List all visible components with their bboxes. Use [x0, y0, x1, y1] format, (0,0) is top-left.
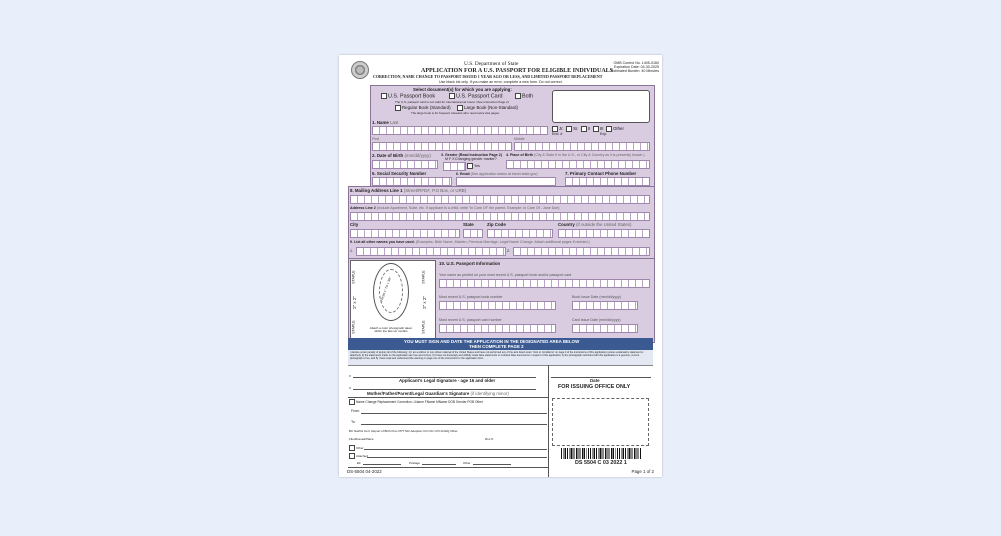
from-line[interactable] — [361, 413, 547, 414]
last-label: Last — [390, 120, 399, 125]
last-name-input[interactable] — [372, 126, 548, 135]
book-number-label: Most recent U.S. passport book number — [439, 295, 503, 299]
large-book-note: The large book is for frequent travelers who need extra visa pages. — [411, 111, 500, 115]
state-seal — [351, 61, 369, 79]
other-name-1-label: 1. — [350, 249, 353, 253]
office-row1: Name Change Replacement Correction: LName FName MName DOB Gender POB Other — [349, 399, 483, 405]
large-book-label: Large Book (Non-Standard) — [464, 105, 518, 111]
signature-divider — [548, 365, 549, 477]
sign-banner-line1: YOU MUST SIGN AND DATE THE APPLICATION IN THE DESIGNATED AREA BELOW — [404, 339, 580, 344]
book-checkbox[interactable] — [381, 93, 387, 99]
end-label: End. # — [552, 132, 563, 136]
staple-top-right: STAPLE — [421, 270, 426, 284]
barcode-text: DS 5504 C 03 2022 1 — [575, 460, 627, 466]
doc-select-heading: Select document(s) for which you are applying: — [413, 87, 512, 92]
ink-instruction: Use black ink only. If you make an error, complete a new form. Do not correct. — [439, 80, 563, 84]
zip-input[interactable] — [487, 229, 553, 238]
both-option[interactable] — [515, 93, 533, 99]
burden-estimate: Estimated Burden: 40 Minutes — [610, 69, 659, 73]
date-label: Date — [590, 378, 600, 383]
office-dashed-box — [552, 398, 649, 446]
ef-line[interactable] — [363, 464, 401, 465]
photo-caption: Attach a color photograph taken within the last six months — [369, 326, 413, 334]
card-option[interactable] — [449, 93, 502, 99]
guardian-signature-x: x — [349, 386, 351, 390]
dob-label: 2. Date of Birth (mm/dd/yyyy) — [372, 153, 431, 158]
other-name-1-input[interactable] — [356, 247, 506, 256]
office-bottom-line — [348, 467, 548, 468]
city-input[interactable] — [350, 229, 460, 238]
middle-name-input[interactable] — [514, 142, 650, 151]
doc-number-label: Doc #: — [485, 437, 494, 441]
card-checkbox[interactable] — [449, 93, 455, 99]
suffix-options[interactable]: Jr. Sr. II III Other — [552, 126, 624, 132]
other2-line[interactable] — [473, 464, 511, 465]
other-names-label: 9. List all other names you have used. (Examples: Birth Name, Maiden, Previous Marriage, Legal Name Change. Attach additional pages if needed.) — [350, 240, 590, 244]
state-label: State — [463, 222, 474, 227]
staple-bottom-left: STAPLE — [351, 320, 356, 334]
office-row2: BC Nat/Cit Cert. Report of Birth Prev PPT MC Adoption C/O NC C/O AOHQ Other — [349, 429, 458, 433]
other-option[interactable]: Other — [349, 445, 364, 451]
book-option[interactable] — [381, 93, 435, 99]
card-number-input[interactable] — [439, 324, 556, 333]
sign-banner-line2: THEN COMPLETE PAGE 2 — [469, 344, 524, 349]
form-subtitle: CORRECTION, NAME CHANGE TO PASSPORT ISSUED 1 YEAR AGO OR LESS, AND LIMITED PASSPORT REPLACEMENT — [373, 74, 603, 79]
form-page — [339, 55, 662, 477]
name-printed-input[interactable] — [439, 279, 650, 288]
photo-size-left: 2" x 2" — [351, 296, 357, 309]
staple-top-left: STAPLE — [351, 270, 356, 284]
applicant-signature-label: Applicant's Legal Signature - age 16 and older — [399, 378, 496, 383]
office-stamp-box — [552, 90, 650, 123]
form-title: APPLICATION FOR A U.S. PASSPORT FOR ELIGIBLE INDIVIDUALS — [421, 68, 613, 74]
oath-text: I declare under penalty of perjury all of the following: 1) I am a citizen or non-citizen national of the United States and have not performed any of the acts listed under "Acts or Conditions" on page 4 of the instructions of this application (unless explanatory statement is attached); 2) the statements made on the application are true and correct; 3) I have not knowingly and willfully made false statements or included false documents in support of this application; 4) the photograph submitted with this application is a genuine, current photograph of me; and 5) I have read and understood the warning on page one of the instructions to the application form. — [350, 351, 644, 361]
from-label: From — [351, 409, 360, 413]
book-date-input[interactable] — [572, 301, 638, 310]
mail1-label: 8. Mailing Address Line 1 (Street/RFD#, P.O Box, or URB) — [350, 188, 467, 193]
both-checkbox[interactable] — [515, 93, 521, 99]
city-label: City — [350, 222, 359, 227]
pob-label: 4. Place of Birth (City & State if in the U.S., or City & Country as it is presently known.) — [506, 153, 645, 157]
other2-label: Other — [463, 461, 471, 465]
guardian-signature-label: Mother/Father/Parent/Legal Guardian's Signature (if identifying minor) — [367, 391, 509, 396]
date-line[interactable] — [551, 377, 651, 378]
regular-book-label: Regular Book (Standard) — [402, 105, 451, 111]
barcode — [561, 448, 641, 459]
ef-label: EF — [357, 461, 361, 465]
page-number: Page 1 of 2 — [631, 469, 654, 474]
department-name: U.S. Department of State — [464, 61, 519, 67]
card-note: The U.S. passport card is not valid for international air travel. (See Instruction Page 2) — [395, 100, 509, 104]
email-input[interactable] — [456, 177, 556, 186]
phone-input[interactable] — [565, 177, 650, 186]
gender-options: M F X — [445, 157, 455, 161]
dob-input[interactable] — [372, 160, 438, 169]
other-line[interactable] — [364, 449, 547, 450]
book-date-label: Book Issue Date (mm/dd/yyyy) — [572, 295, 621, 299]
mail2-input[interactable] — [350, 212, 650, 221]
country-input[interactable] — [558, 229, 650, 238]
email-label: 6. Email (See application status at travel.state.gov) — [456, 172, 538, 176]
name-label — [372, 120, 398, 125]
card-date-label: Card Issue Date (mm/dd/yyyy) — [572, 318, 621, 322]
omb-number: OMB Control No. 1405-0160 — [613, 61, 659, 65]
to-line[interactable] — [361, 424, 547, 425]
book-label: U.S. Passport Book — [388, 93, 436, 100]
middle-label: Middle — [514, 137, 525, 141]
office-top-line — [348, 397, 548, 398]
card-date-input[interactable] — [572, 324, 638, 333]
staple-bottom-right: STAPLE — [421, 320, 426, 334]
other-name-2-input[interactable] — [513, 247, 650, 256]
exp-label: Exp. — [600, 132, 608, 136]
to-label: To — [351, 420, 355, 424]
mail1-input[interactable] — [350, 195, 650, 204]
form-number: DS-5504 04-2022 — [347, 469, 382, 474]
passport-info-heading: 10. U.S. Passport Information — [439, 261, 501, 266]
attached-option[interactable]: Attached — [349, 453, 368, 459]
photo-dimension-text: FROM 1" TO 1 3/8" — [379, 276, 393, 302]
mail2-label: Address Line 2 (Include Apartment, Suite, etc. If applicant is a child, write "In Care Of" the parent. Example: In Care Of - Jane Doe) — [350, 206, 560, 210]
yes-option[interactable]: Yes — [467, 163, 480, 169]
guardian-signature-line[interactable] — [353, 389, 536, 390]
expiration-date: Expiration Date: 04-30-2025 — [614, 65, 659, 69]
phone-label: 7. Primary Contact Phone Number — [565, 171, 637, 176]
ssn-label: 5. Social Security Number — [372, 171, 427, 176]
applicant-signature-x: x — [349, 374, 351, 378]
gender-label: 3. Gender (Read Instruction Page 2) — [441, 153, 502, 157]
both-label: Both — [522, 93, 534, 100]
ssn-input[interactable] — [372, 177, 452, 186]
book-number-input[interactable] — [439, 301, 556, 310]
regular-book-checkbox[interactable] — [395, 105, 401, 111]
pob-input[interactable] — [506, 160, 650, 169]
country-label: Country (if outside the United States) — [558, 222, 632, 227]
postage-label: Postage — [409, 461, 421, 465]
first-name-input[interactable] — [372, 142, 512, 151]
other-name-2-label: 2. — [507, 249, 510, 253]
changing-gender-label: Changing gender marker? — [455, 157, 497, 161]
card-number-label: Most recent U.S. passport card number — [439, 318, 502, 322]
name-heading: 1. Name — [372, 120, 389, 125]
name-printed-label: Your name as printed on your most recent U.S. passport book and/or passport card — [439, 273, 572, 277]
photo-size-right: 2" x 2" — [421, 296, 427, 309]
attached-line[interactable] — [367, 457, 547, 458]
zip-label: Zip Code — [487, 222, 506, 227]
gender-input[interactable] — [443, 162, 466, 171]
issued-label: Filed/Issued/Place — [349, 437, 374, 441]
state-input[interactable] — [463, 229, 483, 238]
card-label: U.S. Passport Card — [456, 93, 503, 100]
office-only-label: FOR ISSUING OFFICE ONLY — [558, 384, 631, 390]
postage-line[interactable] — [422, 464, 456, 465]
first-label: First — [372, 137, 379, 141]
